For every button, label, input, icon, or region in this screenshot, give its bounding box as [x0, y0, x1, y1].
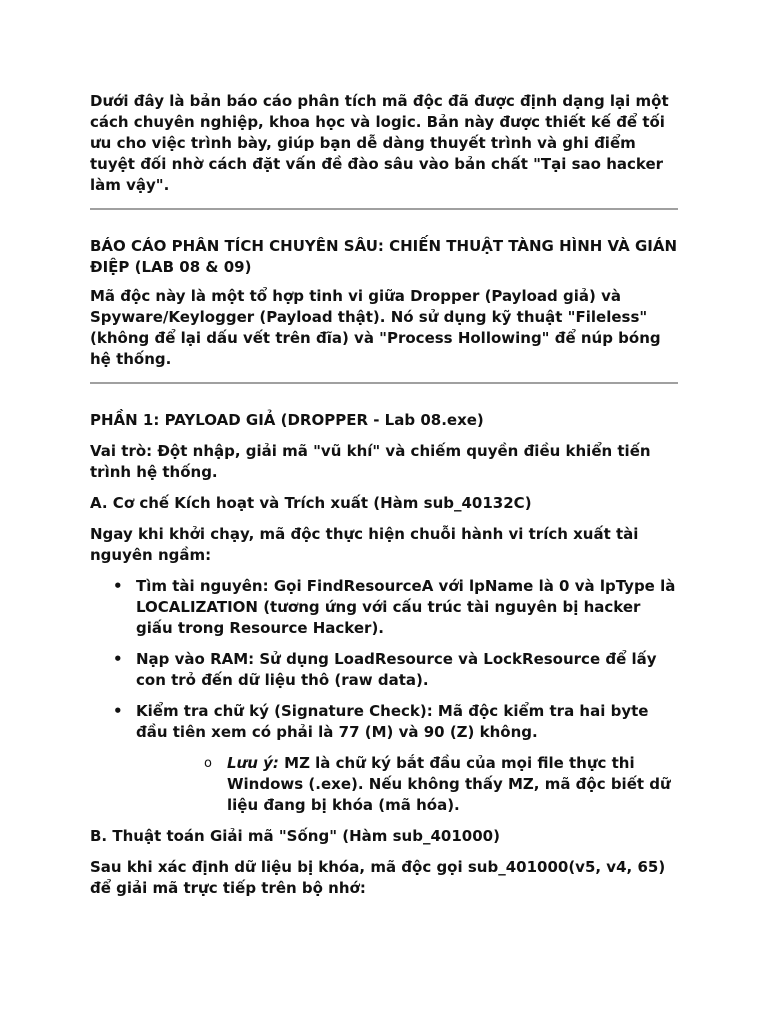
report-title: BÁO CÁO PHÂN TÍCH CHUYÊN SÂU: CHIẾN THUẬT TÀNG HÌNH VÀ GIÁN ĐIỆP (LAB 08 & 09) [90, 237, 678, 276]
intro-paragraph: Dưới đây là bản báo cáo phân tích mã độc đã được định dạng lại một cách chuyên nghiệp, khoa học và logic. Bản này được thiết kế để tối ưu cho việc trình bày, giúp bạn dễ dàng thuyết trình và ghi điểm tuyệt đối nhờ cách đặt vấn đề đào sâu vào bản chất "Tại sao hacker làm vậy". [90, 92, 669, 194]
bullet-marker: • [113, 702, 123, 720]
sub-bullet-item [136, 753, 678, 816]
section-a-bullet-list [90, 576, 678, 816]
bullet-text: Tìm tài nguyên: Gọi FindResourceA với lpName là 0 và lpType là LOCALIZATION (tương ứng với cấu trúc tài nguyên bị hacker giấu trong Resource Hacker). [136, 577, 676, 637]
sub-bullet-marker: o [204, 756, 212, 771]
bullet-item [90, 576, 678, 639]
bullet-item [90, 649, 678, 691]
section-a-title: A. Cơ chế Kích hoạt và Trích xuất (Hàm sub_40132C) [90, 494, 532, 512]
bullet-text: Kiểm tra chữ ký (Signature Check): Mã độc kiểm tra hai byte đầu tiên xem có phải là 77 (M) và 90 (Z) không. [136, 702, 649, 741]
bullet-marker: • [113, 650, 123, 668]
note-text: MZ là chữ ký bắt đầu của mọi file thực thi Windows (.exe). Nếu không thấy MZ, mã độc biết dữ liệu đang bị khóa (mã hóa). [227, 754, 671, 814]
section-b-title: B. Thuật toán Giải mã "Sống" (Hàm sub_401000) [90, 827, 500, 845]
section-b-lead: Sau khi xác định dữ liệu bị khóa, mã độc gọi sub_401000(v5, v4, 65) để giải mã trực tiếp trên bộ nhớ: [90, 858, 666, 897]
divider [90, 208, 678, 210]
bullet-text: Nạp vào RAM: Sử dụng LoadResource và LockResource để lấy con trỏ đến dữ liệu thô (raw data). [136, 650, 657, 689]
sub-bullet-list [136, 753, 678, 816]
part1-role: Vai trò: Đột nhập, giải mã "vũ khí" và chiếm quyền điều khiển tiến trình hệ thống. [90, 442, 651, 481]
bullet-item [90, 701, 678, 816]
section-a-lead: Ngay khi khởi chạy, mã độc thực hiện chuỗi hành vi trích xuất tài nguyên ngầm: [90, 525, 639, 564]
part1-title: PHẦN 1: PAYLOAD GIẢ (DROPPER - Lab 08.exe) [90, 411, 484, 429]
note-label: Lưu ý: [227, 754, 279, 772]
report-description: Mã độc này là một tổ hợp tinh vi giữa Dropper (Payload giả) và Spyware/Keylogger (Payload thật). Nó sử dụng kỹ thuật "Fileless" (không để lại dấu vết trên đĩa) và "Process Hollowing" để núp bóng hệ thống. [90, 287, 661, 368]
divider [90, 382, 678, 384]
bullet-marker: • [113, 577, 123, 595]
